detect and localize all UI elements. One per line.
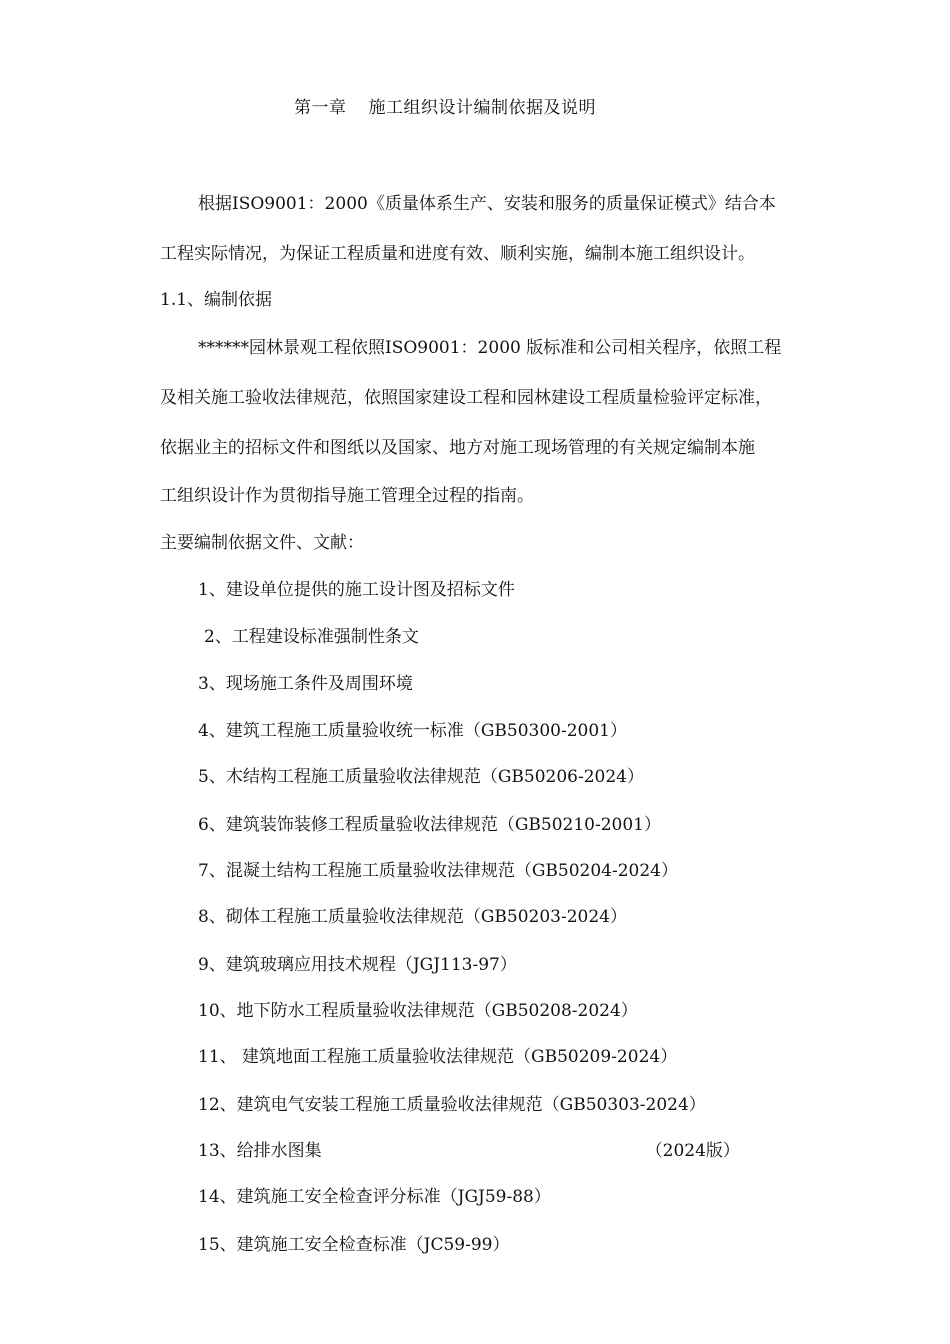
list-item: 7、混凝土结构工程施工质量验收法律规范（GB50204-2024） <box>198 861 678 881</box>
list-item: 10、地下防水工程质量验收法律规范（GB50208-2024） <box>198 1001 638 1021</box>
list-item: 6、建筑装饰装修工程质量验收法律规范（GB50210-2001） <box>198 815 661 835</box>
chapter-number: 第一章 <box>294 98 347 118</box>
list-item-suffix: （2024版） <box>645 1141 740 1161</box>
list-item: 8、砌体工程施工质量验收法律规范（GB50203-2024） <box>198 907 627 927</box>
chapter-title-text: 施工组织设计编制依据及说明 <box>368 98 596 118</box>
section-heading: 1.1、编制依据 <box>160 290 273 310</box>
basis-line-2: 及相关施工验收法律规范，依照国家建设工程和园林建设工程质量检验评定标准， <box>160 388 772 408</box>
list-item: 2、工程建设标准强制性条文 <box>204 627 419 647</box>
list-item: 15、建筑施工安全检查标准（JC59-99） <box>198 1235 510 1255</box>
basis-line-3: 依据业主的招标文件和图纸以及国家、地方对施工现场管理的有关规定编制本施 <box>160 438 755 458</box>
list-item: 11、 建筑地面工程施工质量验收法律规范（GB50209-2024） <box>198 1047 678 1067</box>
list-item-text: 13、给排水图集 <box>198 1141 322 1161</box>
chapter-title <box>294 98 596 118</box>
list-item: 12、建筑电气安装工程施工质量验收法律规范（GB50303-2024） <box>198 1095 706 1115</box>
list-item: 9、建筑玻璃应用技术规程（JGJ113-97） <box>198 955 517 975</box>
basis-line-4: 工组织设计作为贯彻指导施工管理全过程的指南。 <box>160 486 534 506</box>
list-item: 4、建筑工程施工质量验收统一标准（GB50300-2001） <box>198 721 627 741</box>
list-item: 5、木结构工程施工质量验收法律规范（GB50206-2024） <box>198 767 644 787</box>
intro-line-2: 工程实际情况，为保证工程质量和进度有效、顺利实施，编制本施工组织设计。 <box>160 244 755 264</box>
list-item: 14、建筑施工安全检查评分标准（JGJ59-88） <box>198 1187 551 1207</box>
intro-line-1: 根据ISO9001：2000《质量体系生产、安装和服务的质量保证模式》结合本 <box>198 194 776 214</box>
list-item: 1、建设单位提供的施工设计图及招标文件 <box>198 580 515 600</box>
list-item <box>198 1141 740 1161</box>
list-item: 3、现场施工条件及周围环境 <box>198 674 413 694</box>
basis-line-1: ******园林景观工程依照ISO9001：2000 版标准和公司相关程序，依照工程 <box>198 338 782 358</box>
list-heading: 主要编制依据文件、文献： <box>160 533 364 553</box>
